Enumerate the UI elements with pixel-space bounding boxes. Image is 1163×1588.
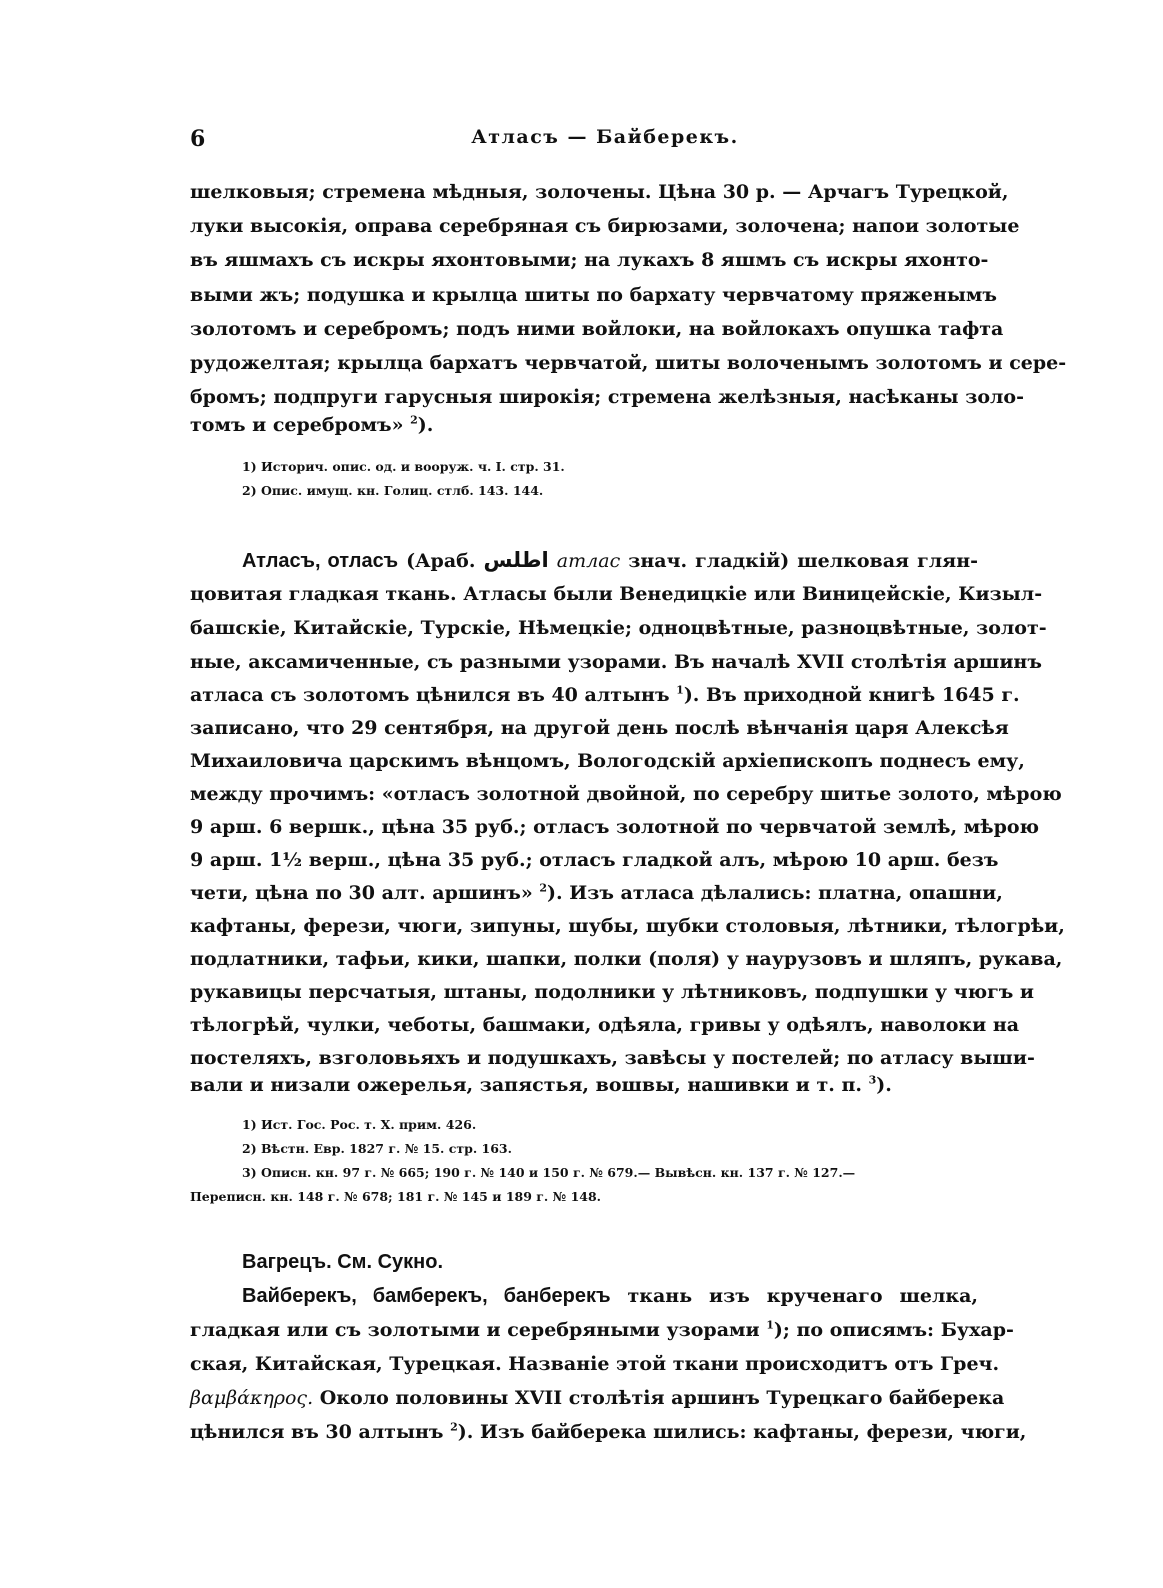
footnote-ref: 2: [410, 413, 418, 427]
text-line: выми жъ; подушка и крылца шиты по бархату червчатому пряженымъ: [190, 284, 997, 306]
text-line: атласа съ золотомъ цѣнился въ 40 алтынъ $^1$). Въ приходной книгѣ 1645 г.: [190, 683, 1020, 706]
footnote-ref: 3: [868, 1073, 877, 1087]
transliteration: атлас: [556, 550, 621, 572]
text-line: 9 арш. 1½ верш., цѣна 35 руб.; отласъ гладкой алъ, мѣрою 10 арш. безъ: [190, 849, 999, 871]
text-line: рукавицы персчатыя, штаны, подолники у лѣтниковъ, подпушки у чюгъ и: [190, 981, 1035, 1003]
entry-bayberek-first-line: Вайберекъ, бамберекъ, банберекъ ткань изъ крученаго шелка,: [242, 1285, 978, 1307]
entry-vagrets: [242, 1247, 978, 1277]
entry-atlas-first-line: Атласъ, отласъ (Араб. اطلس атлас знач. гладкій) шелковая глян-: [242, 548, 978, 572]
page-header: [190, 126, 980, 160]
text-line: гладкая или съ золотыми и серебряными узорами $^1$); по описямъ: Бухар-: [190, 1318, 1014, 1341]
text-line: ные, аксамиченные, съ разными узорами. Въ началѣ XVII столѣтія аршинъ: [190, 651, 1042, 673]
text-line: цѣнился въ 30 алтынъ $^2$). Изъ байберека шились: кафтаны, ферези, чюги,: [190, 1420, 1027, 1443]
page-number: 6: [190, 126, 206, 152]
entry-term: Атласъ, отласъ: [242, 550, 399, 572]
text-line: тѣлогрѣй, чулки, чеботы, башмаки, одѣяла, гривы у одѣялъ, наволоки на: [190, 1014, 1020, 1036]
footnote-ref: 2: [450, 1420, 458, 1434]
footnote-ref: 1: [676, 683, 684, 697]
running-head: Атласъ — Байберекъ.: [471, 126, 739, 148]
text-line: ская, Китайская, Турецкая. Названіе этой ткани происходитъ отъ Греч.: [190, 1353, 1000, 1375]
text-line: Михаиловича царскимъ вѣнцомъ, Вологодскій архіепископъ поднесъ ему,: [190, 750, 1025, 772]
text-line: между прочимъ: «отласъ золотной двойной, по серебру шитье золото, мѣрою: [190, 783, 1062, 805]
text-line: постеляхъ, взголовьяхъ и подушкахъ, завѣсы у постелей; по атласу выши-: [190, 1047, 1035, 1069]
entry-term: Вайберекъ, бамберекъ, банберекъ: [242, 1285, 611, 1307]
text-line: луки высокія, оправа серебряная съ бирюзами, золочена; напои золотые: [190, 215, 1020, 237]
text-line: въ яшмахъ съ искры яхонтовыми; на лукахъ 8 яшмъ съ искры яхонто-: [190, 249, 989, 271]
footnote: 2) Вѣстн. Евр. 1827 г. № 15. стр. 163.: [242, 1141, 512, 1156]
footnote-ref: 2: [539, 881, 548, 895]
footnote: 2) Опис. имущ. кн. Голиц. стлб. 143. 144.: [242, 483, 544, 498]
text-line: золотомъ и серебромъ; подъ ними войлоки, на войлокахъ опушка тафта: [190, 318, 1004, 340]
text-line: рудожелтая; крылца бархатъ червчатой, шиты волоченымъ золотомъ и сере-: [190, 352, 1067, 374]
footnote: Переписн. кн. 148 г. № 678; 181 г. № 145 и 189 г. № 148.: [190, 1189, 602, 1204]
footnote: 1) Историч. опис. од. и вооруж. ч. I. стр. 31.: [242, 459, 565, 474]
text-line: подлатники, тафьи, кики, шапки, полки (поля) у наурузовъ и шляпъ, рукава,: [190, 948, 1063, 970]
entry-term: Вагрецъ. См. Сукно.: [242, 1251, 444, 1273]
text-line: кафтаны, ферези, чюги, зипуны, шубы, шубки столовыя, лѣтники, тѣлогрѣи,: [190, 915, 1065, 937]
text-line: башскіе, Китайскіе, Турскіе, Нѣмецкіе; одноцвѣтные, разноцвѣтные, золот-: [190, 617, 1047, 639]
text-line: шелковыя; стремена мѣдныя, золочены. Цѣна 30 р. — Арчагъ Турецкой,: [190, 181, 1009, 203]
text-line-last: вали и низали ожерелья, запястья, вошвы, нашивки и т. п. $^3$).: [190, 1073, 892, 1096]
greek-word: βαμβάκηρος.: [190, 1387, 314, 1409]
arabic-word: اطلس: [483, 548, 549, 572]
text-line-last: томъ и серебромъ» $^2$).: [190, 413, 434, 436]
text-line: 9 арш. 6 вершк., цѣна 35 руб.; отласъ золотной по червчатой землѣ, мѣрою: [190, 816, 1040, 838]
footnote: 3) Описн. кн. 97 г. № 665; 190 г. № 140 и 150 г. № 679.— Вывѣсн. кн. 137 г. № 127.—: [242, 1165, 856, 1180]
footnote: 1) Ист. Гос. Рос. т. X. прим. 426.: [242, 1117, 477, 1132]
footnote-ref: 1: [766, 1318, 774, 1332]
text-line: βαμβάκηρος. Около половины XVII столѣтія аршинъ Турецкаго байберека: [190, 1387, 1005, 1409]
text-line: записано, что 29 сентября, на другой день послѣ вѣнчанія царя Алексѣя: [190, 717, 1009, 739]
text-line: бромъ; подпруги гарусныя широкія; стремена желѣзныя, насѣканы золо-: [190, 386, 1024, 408]
text-line: чети, цѣна по 30 алт. аршинъ» $^2$). Изъ атласа дѣлались: платна, опашни,: [190, 881, 1003, 904]
text-line: цовитая гладкая ткань. Атласы были Венедицкіе или Виницейскіе, Кизыл-: [190, 583, 1043, 605]
